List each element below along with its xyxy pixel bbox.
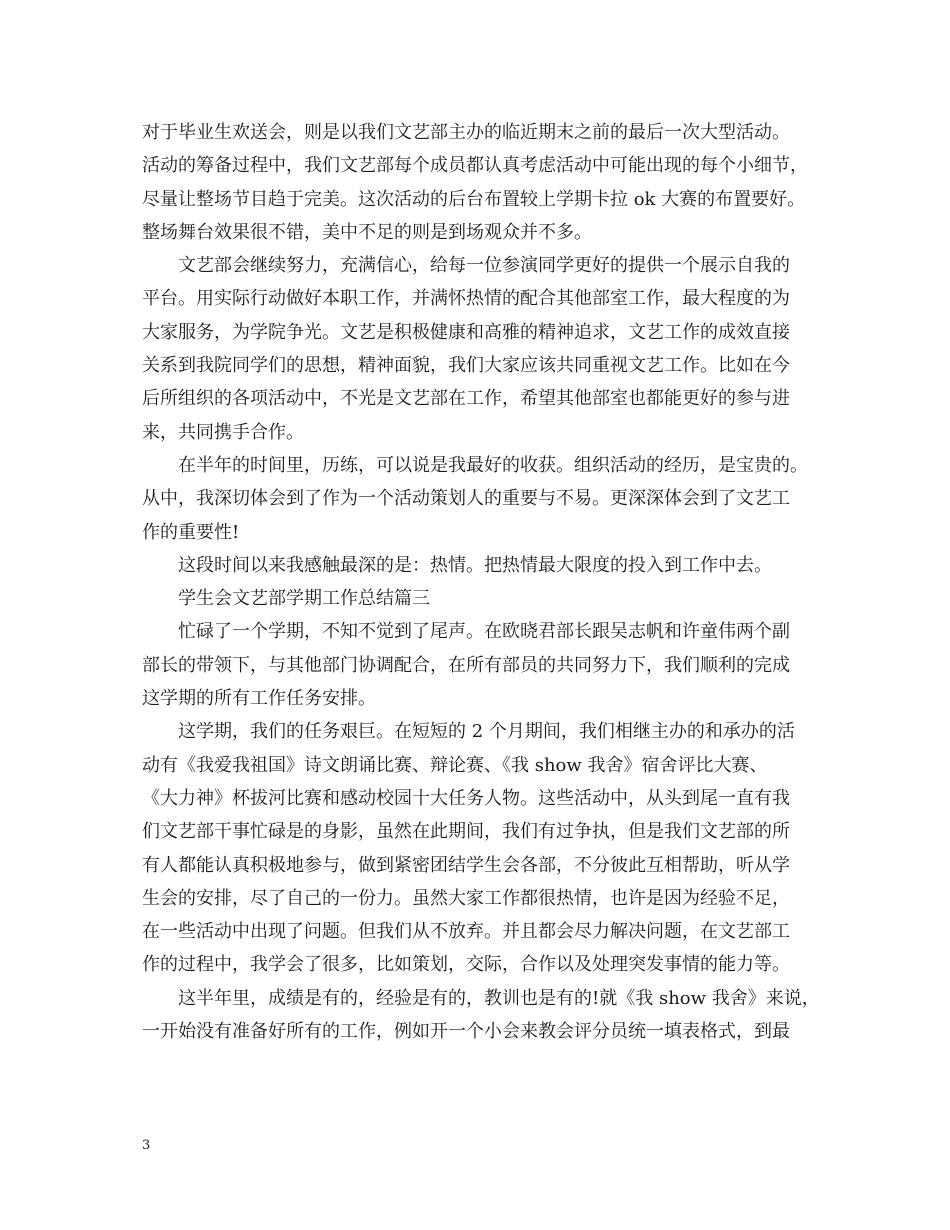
text-line: 作的过程中，我学会了很多，比如策划，交际，合作以及处理突发事情的能力等。 [142, 954, 790, 976]
text-line: 后所组织的各项活动中，不光是文艺部在工作，希望其他部室也都能更好的参与进 [142, 388, 790, 410]
text-line: 一开始没有准备好所有的工作，例如开一个小会来教会评分员统一填表格式，到最 [142, 1021, 790, 1043]
text-line: 尽量让整场节目趋于完美。这次活动的后台布置较上学期卡拉 ok 大赛的布置要好。 [142, 188, 806, 210]
text-line: 来，共同携手合作。 [142, 421, 304, 443]
section-heading: 学生会文艺部学期工作总结篇三 [178, 588, 430, 610]
text-line: 活动的筹备过程中，我们文艺部每个成员都认真考虑活动中可能出现的每个小细节， [142, 155, 808, 177]
text-line: 从中，我深切体会到了作为一个活动策划人的重要与不易。更深深体会到了文艺工 [142, 488, 790, 510]
text-line: 这学期的所有工作任务安排。 [142, 688, 376, 710]
paragraph-first-line: 这学期，我们的任务艰巨。在短短的 2 个月期间，我们相继主办的和承办的活 [178, 721, 795, 743]
text-line: 整场舞台效果很不错，美中不足的则是到场观众并不多。 [142, 221, 592, 243]
text-line: 部长的带领下，与其他部门协调配合，在所有部员的共同努力下，我们顺利的完成 [142, 654, 790, 676]
text-line: 们文艺部干事忙碌是的身影，虽然在此期间，我们有过争执，但是我们文艺部的所 [142, 821, 790, 843]
text-line: 有人都能认真积极地参与，做到紧密团结学生会各部，不分彼此互相帮助，听从学 [142, 854, 790, 876]
document-body [142, 116, 822, 1048]
paragraph-first-line: 在半年的时间里，历练，可以说是我最好的收获。组织活动的经历，是宝贵的。 [178, 454, 808, 476]
text-line: 平台。用实际行动做好本职工作，并满怀热情的配合其他部室工作，最大程度的为 [142, 288, 790, 310]
text-line: 动有《我爱我祖国》诗文朗诵比赛、辩论赛、《我 show 我舍》宿舍评比大赛、 [142, 754, 768, 776]
text-line: 在一些活动中出现了问题。但我们从不放弃。并且都会尽力解决问题，在文艺部工 [142, 921, 790, 943]
text-line: 《大力神》杯拔河比赛和感动校园十大任务人物。这些活动中，从头到尾一直有我 [142, 787, 790, 809]
paragraph-first-line: 忙碌了一个学期，不知不觉到了尾声。在欧晓君部长跟吴志帆和许童伟两个副 [178, 621, 790, 643]
text-line: 关系到我院同学们的思想，精神面貌，我们大家应该共同重视文艺工作。比如在今 [142, 355, 790, 377]
text-line: 大家服务，为学院争光。文艺是积极健康和高雅的精神追求，文艺工作的成效直接 [142, 321, 790, 343]
page-number: 3 [142, 1138, 151, 1153]
text-line: 对于毕业生欢送会，则是以我们文艺部主办的临近期末之前的最后一次大型活动。 [142, 122, 790, 143]
text-line: 生会的安排，尽了自己的一份力。虽然大家工作都很热情，也许是因为经验不足， [142, 887, 790, 909]
paragraph-first-line: 这半年里，成绩是有的，经验是有的，教训也是有的!就《我 show 我舍》来说， [178, 987, 820, 1009]
text-line: 作的重要性! [142, 521, 240, 543]
paragraph-first-line: 文艺部会继续努力，充满信心，给每一位参演同学更好的提供一个展示自我的 [178, 255, 790, 277]
paragraph-first-line: 这段时间以来我感触最深的是：热情。把热情最大限度的投入到工作中去。 [178, 554, 772, 576]
